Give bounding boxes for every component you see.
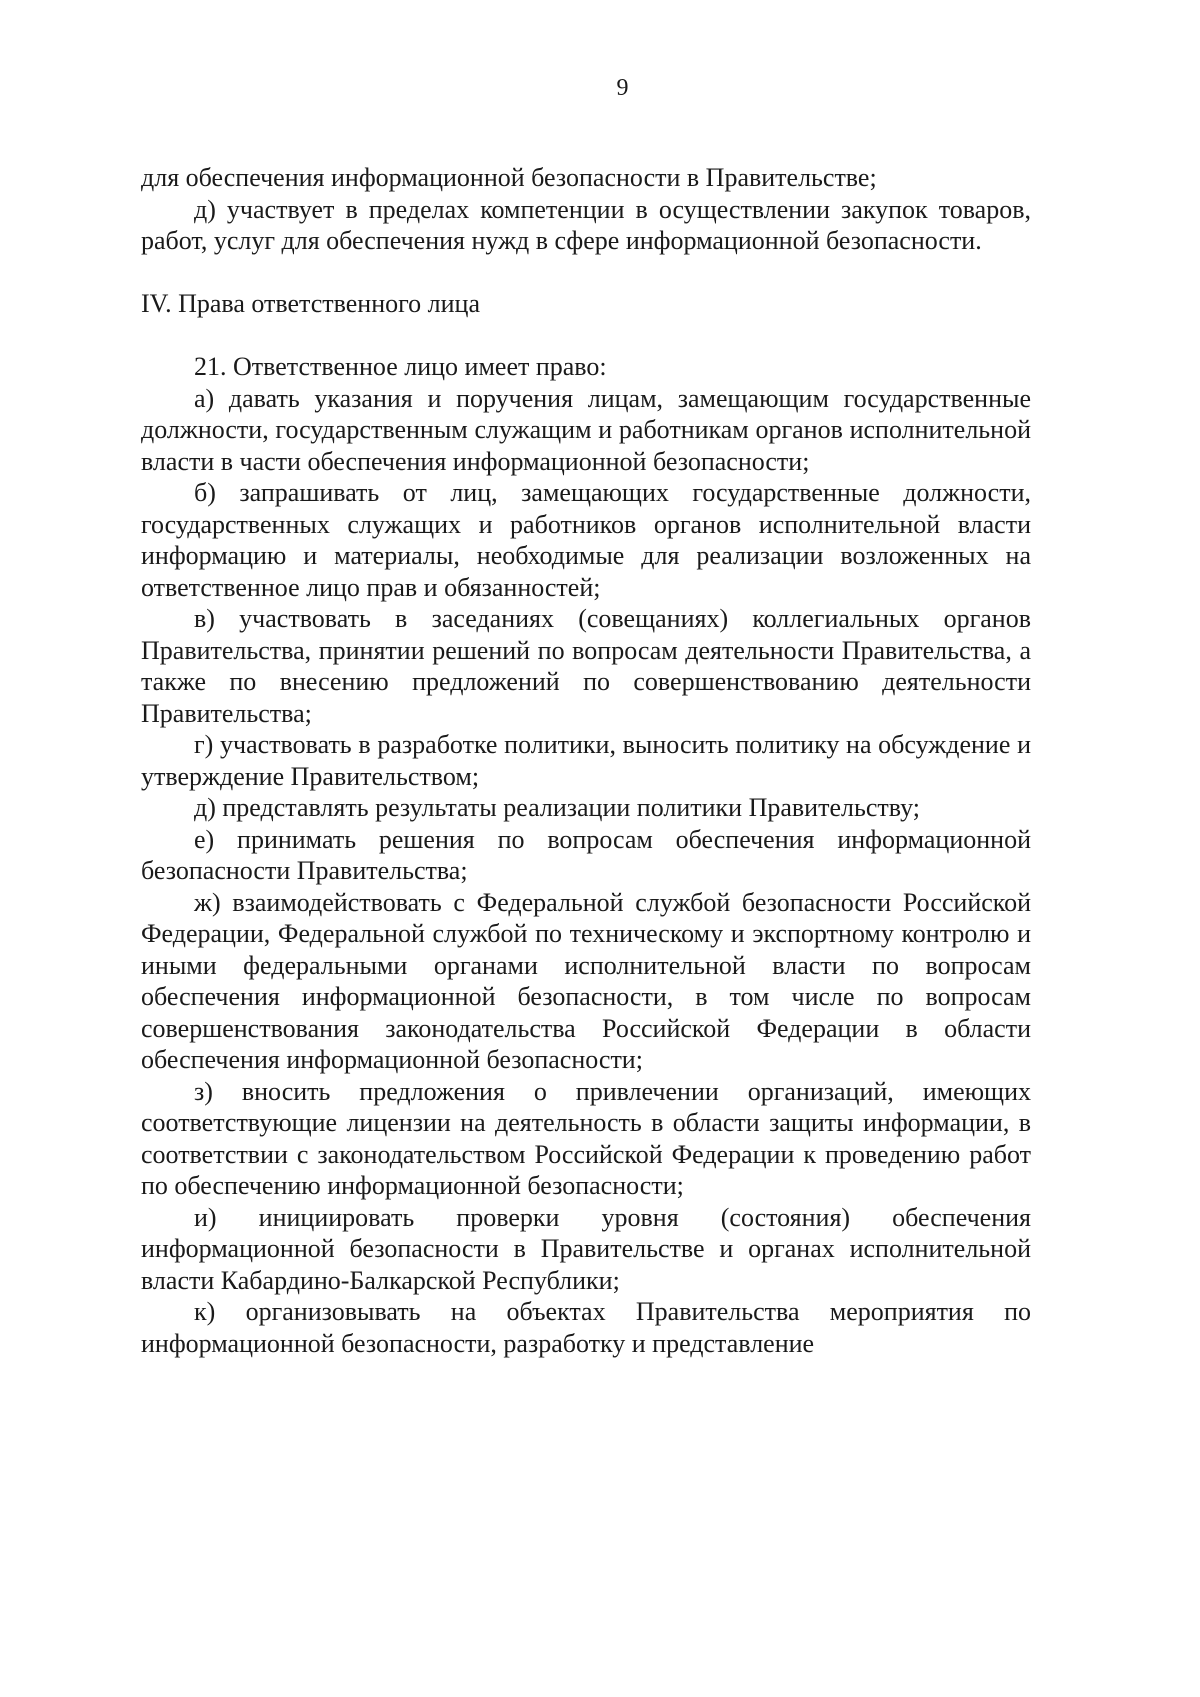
paragraph-item-z: з) вносить предложения о привлечении организаций, имеющих соответствующие лицензии на деятельность в области защиты информации, в соответствии с законодательством Российской Федерации к проведению работ по обеспечению информационной безопасности;: [141, 1076, 1031, 1200]
paragraph-clause-21: 21. Ответственное лицо имеет право:: [194, 352, 607, 381]
page-number: 9: [616, 75, 629, 101]
paragraph-item-b: б) запрашивать от лиц, замещающих государственные должности, государственных служащих и работников органов исполнительной власти информацию и материалы, необходимые для реализации возложенных на ответственное лицо прав и обязанностей;: [141, 478, 1031, 602]
paragraph-item-zh: ж) взаимодействовать с Федеральной службой безопасности Российской Федерации, Федеральной службой по техническому и экспортному контролю и иными федеральными органами исполнительной власти по вопросам обеспечения информационной безопасности, в том числе по вопросам совершенствования законодательства Российской Федерации в области обеспечения информационной безопасности;: [141, 887, 1031, 1074]
paragraph-item-i: и) инициировать проверки уровня (состояния) обеспечения информационной безопасности в Правительстве и органах исполнительной власти Кабардино-Балкарской Республики;: [141, 1202, 1031, 1295]
document-body: [141, 162, 1031, 1359]
paragraph-item-v: в) участвовать в заседаниях (совещаниях) коллегиальных органов Правительства, принятии решений по вопросам деятельности Правительства, а также по внесению предложений по совершенствованию деятельности Правительства;: [141, 604, 1031, 728]
paragraph-item-d: д) представлять результаты реализации политики Правительству;: [194, 793, 920, 822]
paragraph-item-e: е) принимать решения по вопросам обеспечения информационной безопасности Правительства;: [141, 824, 1031, 885]
paragraph-item-g: г) участвовать в разработке политики, выносить политику на обсуждение и утверждение Правительством;: [141, 730, 1031, 791]
section-heading: IV. Права ответственного лица: [141, 288, 480, 318]
paragraph-continuation: для обеспечения информационной безопасности в Правительстве;: [141, 163, 877, 192]
paragraph-item-k: к) организовывать на объектах Правительства мероприятия по информационной безопасности, разработку и представление: [141, 1297, 1031, 1358]
paragraph-item-a: а) давать указания и поручения лицам, замещающим государственные должности, государственным служащим и работникам органов исполнительной власти в части обеспечения информационной безопасности;: [141, 383, 1031, 476]
paragraph-item-d-procurement: д) участвует в пределах компетенции в осуществлении закупок товаров, работ, услуг для обеспечения нужд в сфере информационной безопасности.: [141, 194, 1031, 255]
